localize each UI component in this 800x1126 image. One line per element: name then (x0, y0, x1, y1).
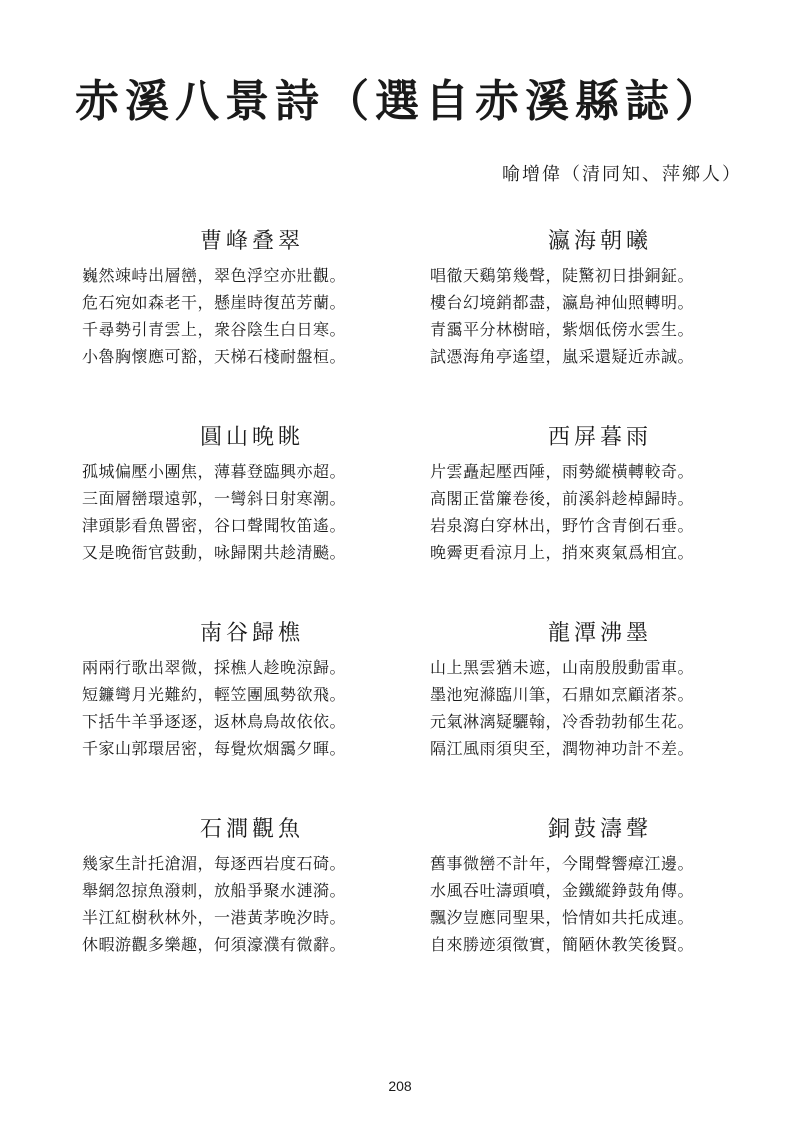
poem-line: 下括牛羊爭逐逐，返林鳥鳥故依依。 (82, 712, 347, 731)
poem-line: 三面層巒環遠郭，一彎斜日射寒潮。 (82, 489, 347, 508)
poem-yuan-shan (82, 422, 422, 566)
poem-shi-jian (82, 814, 422, 958)
poem-title: 銅鼓濤聲 (547, 817, 652, 842)
poem-long-tan (430, 618, 770, 762)
poem-tong-gu (430, 814, 770, 958)
poem-cao-feng (82, 226, 422, 370)
poem-line: 片雲矗起壓西陲，雨勢縱橫轉較奇。 (430, 462, 695, 481)
poem-title: 南谷歸樵 (199, 621, 304, 646)
poem-line: 唱徹天鷄第幾聲，陡驚初日掛銅鉦。 (430, 266, 695, 285)
poem-nan-gu (82, 618, 422, 762)
author-credit: 喻增偉（清同知、萍鄉人） (502, 164, 742, 185)
poem-title: 石澗觀魚 (199, 817, 304, 842)
poem-line: 短鐮彎月光難約，輕笠團風勢欲飛。 (82, 685, 347, 704)
poem-line: 自來勝迹須徵實，簡陋休教笑後賢。 (430, 935, 695, 954)
poem-line: 兩兩行歌出翠微，採樵人趁晚涼歸。 (82, 658, 347, 677)
poem-title: 西屏暮雨 (547, 425, 652, 450)
poem-line: 半江紅樹秋林外，一港黃茅晚汐時。 (82, 908, 347, 927)
poem-title: 曹峰叠翠 (199, 229, 304, 254)
poem-title: 龍潭沸墨 (547, 621, 652, 646)
poem-title: 瀛海朝曦 (547, 229, 652, 254)
poem-line: 樓台幻境銷都盡，瀛島神仙照轉明。 (430, 293, 695, 312)
poem-line: 岩泉瀉白穿林出，野竹含青倒石垂。 (430, 516, 695, 535)
poem-xi-ping (430, 422, 770, 566)
poem-line: 巍然竦峙出層巒，翠色浮空亦壯觀。 (82, 266, 347, 285)
poem-line: 青靄平分林樹暗，紫烟低傍水雲生。 (430, 320, 695, 339)
poem-line: 墨池宛滌臨川筆，石鼎如烹顧渚茶。 (430, 685, 695, 704)
page-number: 208 (388, 1078, 412, 1094)
poem-line: 隔江風雨須臾至，潤物神功計不差。 (430, 739, 695, 758)
page-title: 赤溪八景詩（選自赤溪縣誌） (75, 76, 725, 127)
poem-line: 飄汐豈應同聖果，恰情如共托成連。 (430, 908, 695, 927)
poem-line: 晚霽更看涼月上，捎來爽氣爲相宜。 (430, 543, 695, 562)
poem-line: 舊事微巒不計年，今聞聲響瘴江邊。 (430, 854, 695, 873)
poem-line: 千家山郭環居密，每覺炊烟靄夕暉。 (82, 739, 347, 758)
poem-line: 休暇游觀多樂趣，何須濠濮有微辭。 (82, 935, 347, 954)
poem-line: 試憑海角亭遙望，嵐采還疑近赤誠。 (430, 347, 695, 366)
poem-line: 舉網忽掠魚潑刺，放船爭聚水漣漪。 (82, 881, 347, 900)
poem-line: 山上黑雲猶未遮，山南殷殷動雷車。 (430, 658, 695, 677)
poem-ying-hai (430, 226, 770, 370)
poem-line: 千尋勢引青雲上，衆谷陰生白日寒。 (82, 320, 347, 339)
poem-line: 幾家生計托滄湄，每逐西岩度石碕。 (82, 854, 347, 873)
poem-line: 高閣正當簾卷後，前溪斜趁棹歸時。 (430, 489, 695, 508)
poem-line: 危石宛如森老干，懸崖時復茁芳蘭。 (82, 293, 347, 312)
poem-line: 元氣淋漓疑驪翰，冷香勃勃郁生花。 (430, 712, 695, 731)
poem-line: 又是晚衙官鼓動，咏歸閑共趁清飈。 (82, 543, 347, 562)
poem-line: 小魯胸懷應可豁，天梯石棧耐盤桓。 (82, 347, 347, 366)
poem-title: 圓山晚眺 (199, 425, 304, 450)
poem-line: 水風吞吐濤頭噴，金鐵縱錚鼓角傳。 (430, 881, 695, 900)
poem-line: 津頭影看魚罾密，谷口聲聞牧笛遙。 (82, 516, 347, 535)
poem-line: 孤城偏壓小團焦，薄暮登臨興亦超。 (82, 462, 347, 481)
